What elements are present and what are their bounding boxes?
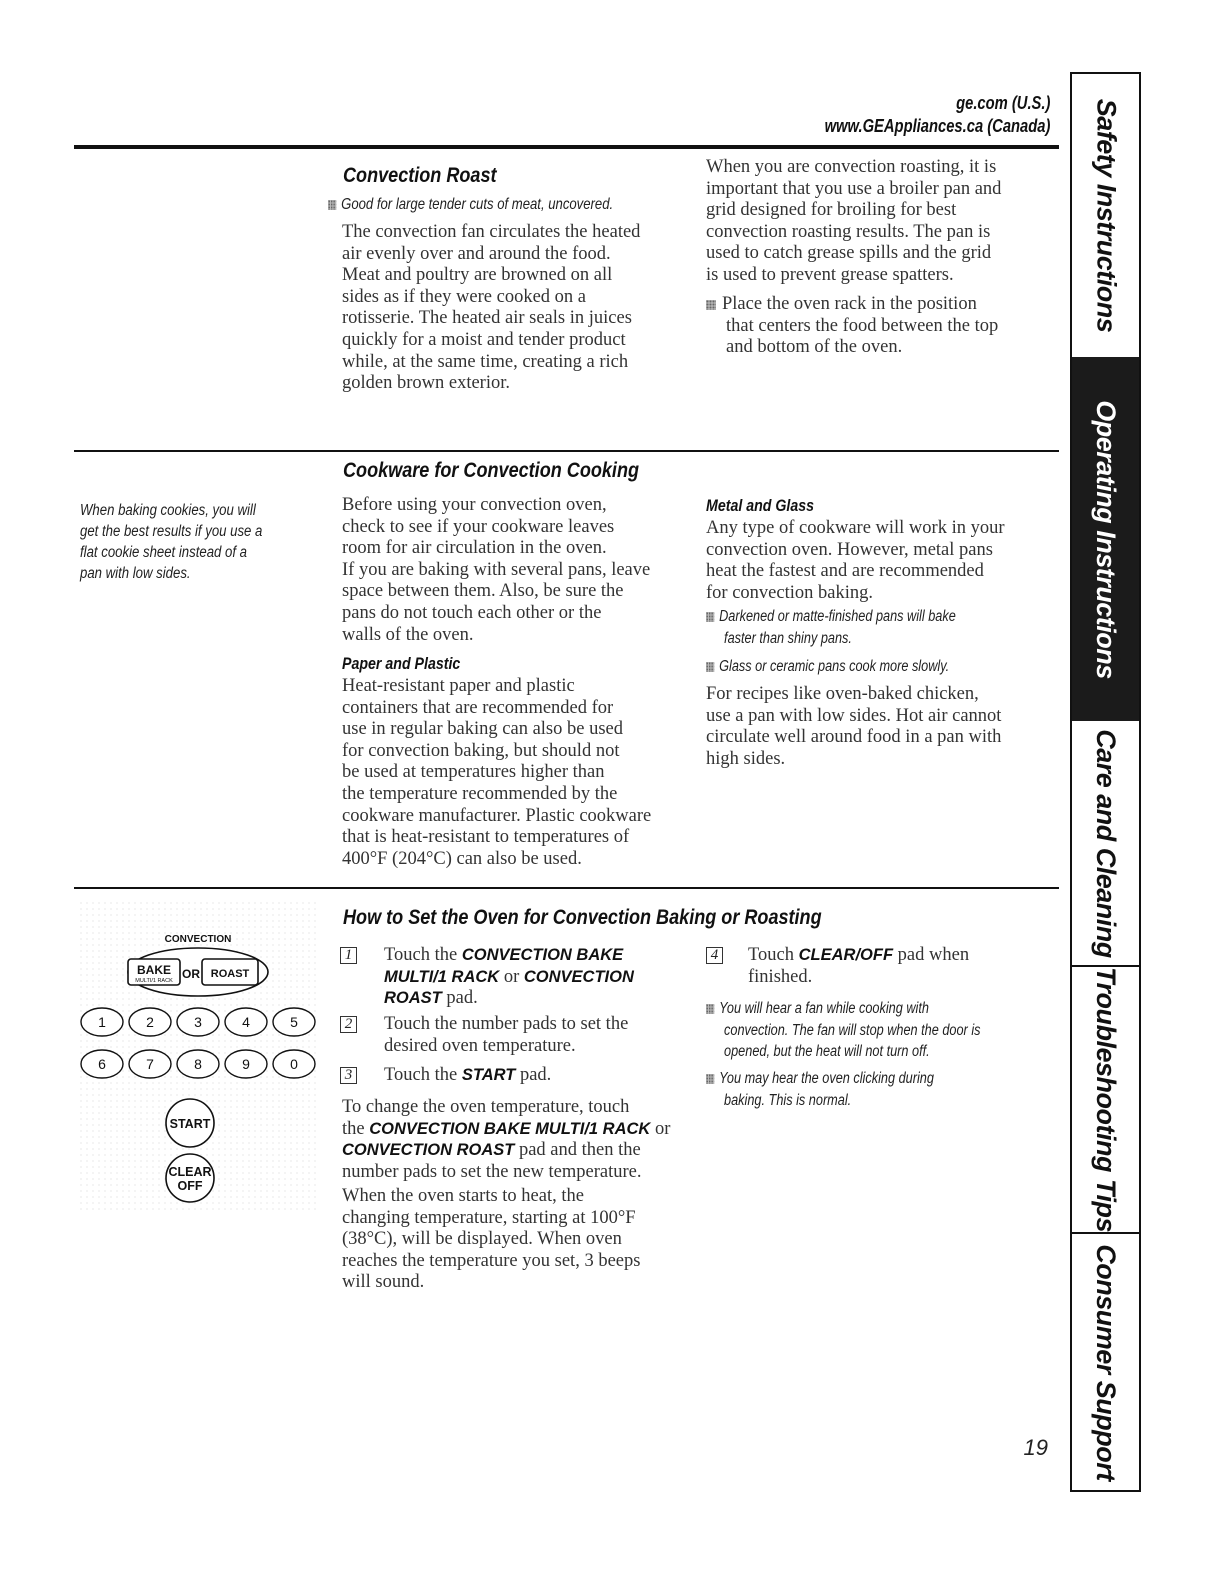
keypad-svg [80,902,320,1212]
howto-title: How to Set the Oven for Convection Baking or Roasting [343,906,822,929]
keypad-convection-label: CONVECTION [164,934,232,945]
page-number: 19 [1023,1435,1048,1460]
step-number-box: 2 [340,1016,357,1033]
header-url-us: ge.com (U.S.) [955,93,1050,113]
step-1: 1 Touch the CONVECTION BAKE MULTI/1 RACK or CONVECTION ROAST pad. [340,945,680,1010]
section-rule [74,450,1059,452]
header-rule [74,145,1059,149]
tab-safety-instructions[interactable]: Safety Instructions [1091,98,1121,333]
keypad-clear-label: CLEAR [168,1165,212,1179]
header-url-canada: www.GEAppliances.ca (Canada) [824,116,1050,136]
metal-glass-title: Metal and Glass [706,497,815,515]
metal-glass-body: Any type of cookware will work in your convection oven. However, metal pans heat the fastest and are recommended for convection baking. [706,518,1005,603]
keypad-digit: 7 [146,1056,154,1072]
heating-text: When the oven starts to heat, the changing temperature, starting at 100°F (38°C), will be displayed. When oven reaches the temperature you set, 3 beeps will sound. [342,1186,641,1293]
convection-roast-subtitle: Good for large tender cuts of meat, uncovered. [328,194,613,216]
keypad-digit: 0 [290,1056,298,1072]
keypad-digit: 4 [242,1014,250,1030]
step-number-box: 1 [340,947,357,964]
tab-consumer-support[interactable]: Consumer Support [1091,1243,1122,1481]
tab-operating-instructions[interactable]: Operating Instructions [1072,357,1139,721]
section-tabs [1070,72,1141,1492]
paper-plastic-body: Heat-resistant paper and plastic containers that are recommended for use in regular baking can also be used for convection baking, but should not be used at temperatures higher than the temperature recommended by the cookware manufacturer. Plastic cookware that is heat-resistant to temperatures of 400°F (204°C) can also be used. [342,676,652,869]
bullet-icon [706,1004,714,1014]
bullet-icon [706,662,714,672]
step-3: 3 Touch the START pad. [340,1065,680,1087]
convection-keypad-illustration [80,902,320,1212]
cookware-title: Cookware for Convection Cooking [343,459,640,482]
low-sides-body: For recipes like oven-baked chicken, use a pan with low sides. Hot air cannot circulate well around food in a pan with high sides. [706,684,1002,769]
step-number-box: 4 [706,947,723,964]
clicking-note: You may hear the oven clicking during baking. This is normal. [706,1068,934,1111]
keypad-digit: 1 [98,1014,106,1030]
keypad-multi-label: MULTI/1 RACK [135,978,173,984]
cookware-body: Before using your convection oven, check to see if your cookware leaves room for air circulation in the oven. If you are baking with several pans, leave space between them. Also, be sure the pans do not touch each other or the walls of the oven. [342,495,651,645]
bullet-icon [706,1074,714,1084]
keypad-digit: 2 [146,1014,154,1030]
bullet-icon [328,200,336,210]
site-header [824,92,1050,138]
darkened-pans-note: Darkened or matte-finished pans will bake faster than shiny pans. [706,606,956,649]
keypad-off-label: OFF [177,1179,203,1193]
rack-position-bullet: Place the oven rack in the position that centers the food between the top and bottom of the oven. [706,294,1056,359]
fan-note: You will hear a fan while cooking with convection. The fan will stop when the door is opened, but the heat will not turn off. [706,998,981,1063]
bullet-icon [706,612,714,622]
paper-plastic-title: Paper and Plastic [342,655,461,673]
section-rule [74,887,1059,889]
keypad-roast-label: ROAST [210,968,250,980]
glass-pans-note: Glass or ceramic pans cook more slowly. [706,656,949,678]
step-2: 2 Touch the number pads to set the desired oven temperature. [340,1014,680,1057]
keypad-digit: 5 [290,1014,298,1030]
keypad-or-label: OR [182,967,200,981]
keypad-digit: 8 [194,1056,202,1072]
keypad-digit: 6 [98,1056,106,1072]
keypad-start-label: START [169,1117,211,1131]
cookie-sheet-note: When baking cookies, you will get the best results if you use a flat cookie sheet instead of a pan with low sides. [80,502,263,582]
change-temperature-text: To change the oven temperature, touch the CONVECTION BAKE MULTI/1 RACK or CONVECTION ROAST pad and then the number pads to set the new temperature. [342,1097,671,1182]
tab-care-and-cleaning[interactable]: Care and Cleaning [1091,728,1121,958]
tab-troubleshooting-tips[interactable]: Troubleshooting Tips [1091,967,1121,1232]
keypad-digit: 9 [242,1056,250,1072]
bullet-icon [706,300,716,310]
keypad-digit: 3 [194,1014,202,1030]
convection-roast-title: Convection Roast [343,164,497,187]
keypad-bake-label: BAKE [136,963,172,977]
step-4: 4 Touch CLEAR/OFF pad when finished. [706,945,1046,988]
step-number-box: 3 [340,1067,357,1084]
convection-roast-body-right: When you are convection roasting, it is important that you use a broiler pan and grid designed for broiling for best convection roasting results. The pan is used to catch grease spills and the grid is used to prevent grease spatters. [706,157,1002,285]
convection-roast-body: The convection fan circulates the heated air evenly over and around the food. Meat and poultry are browned on all sides as if they were cooked on a rotisserie. The heated air seals in juices quickly for a moist and tender product while, at the same time, creating a rich golden brown exterior. [342,222,641,394]
